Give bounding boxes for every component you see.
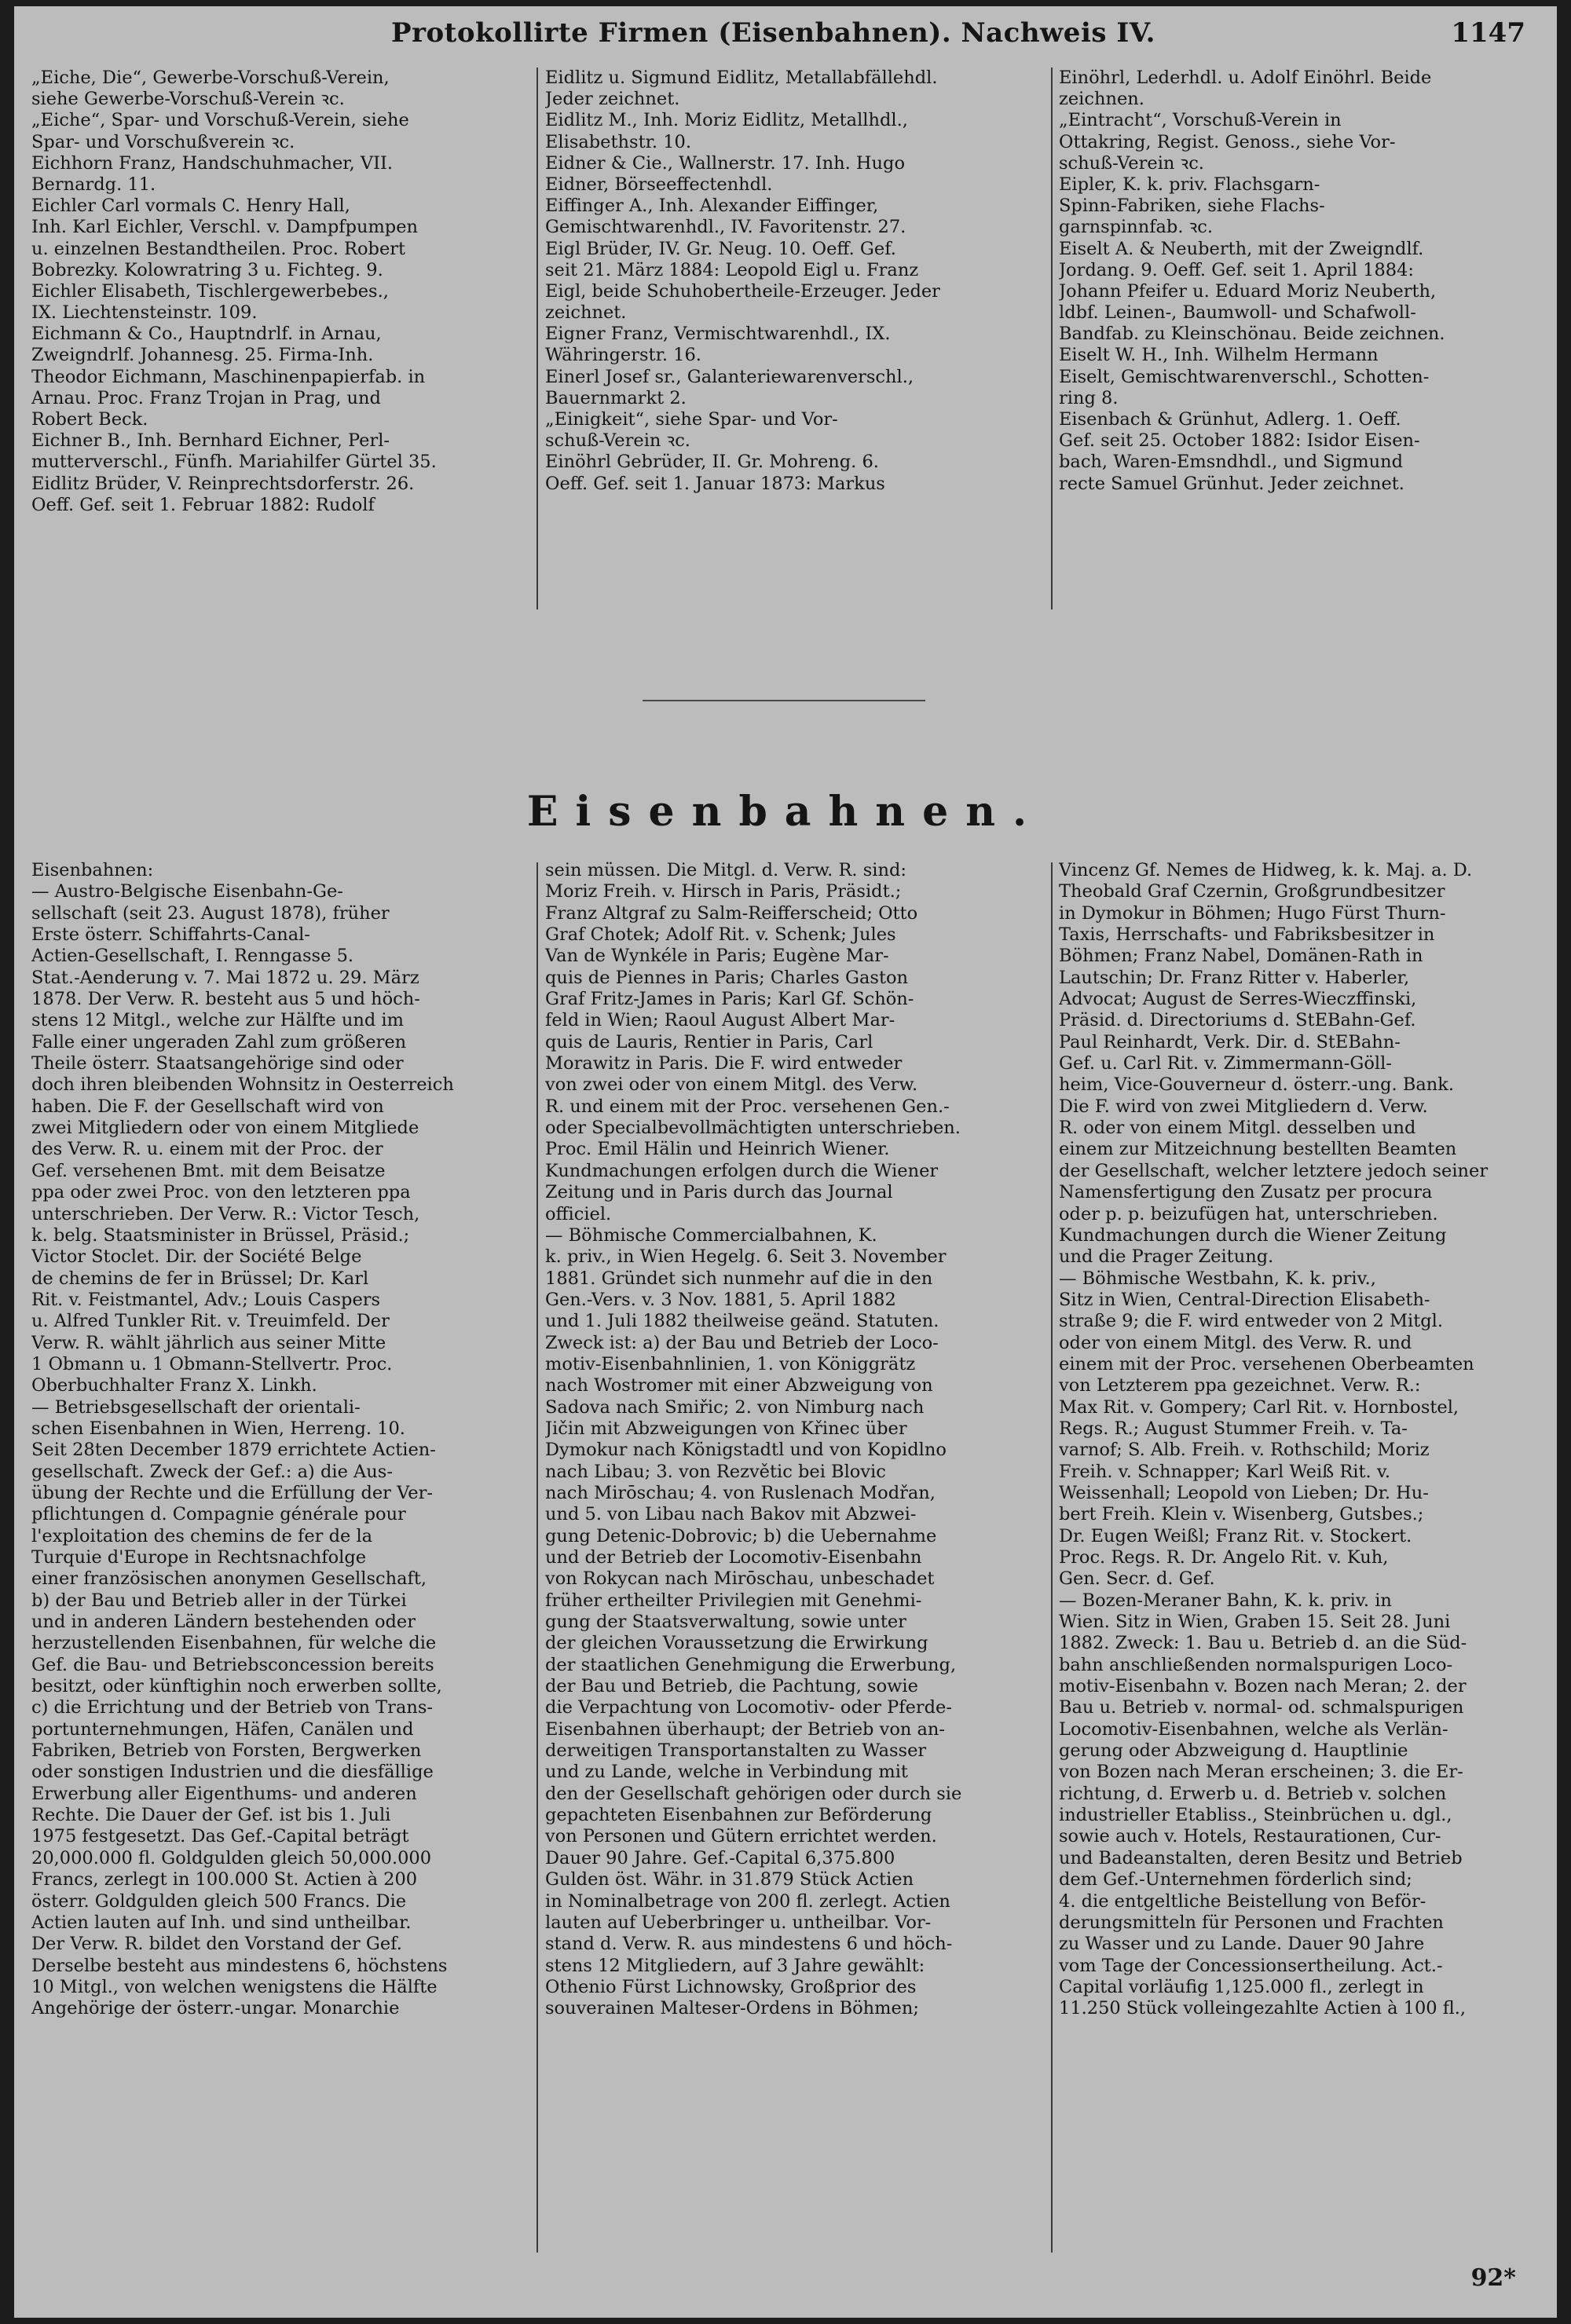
text-line: Freih. v. Schnapper; Karl Weiß Rit. v. [1059, 1461, 1391, 1482]
text-line: Gef. seit 25. October 1882: Isidor Eisen- [1059, 430, 1420, 452]
text-line: — Böhmische Westbahn, K. k. priv., [1059, 1268, 1376, 1289]
text-line: Jičin mit Abzweigungen von Křinec über [545, 1418, 907, 1439]
text-line: Zeitung und in Paris durch das Journal [545, 1182, 893, 1203]
text-line: Lautschin; Dr. Franz Ritter v. Haberler, [1059, 967, 1410, 988]
text-line: und 5. von Libau nach Bakov mit Abzwei- [545, 1504, 917, 1525]
text-line: und zu Lande, welche in Verbindung mit [545, 1762, 908, 1783]
text-line: Rit. v. Feistmantel, Adv.; Louis Caspers [31, 1289, 381, 1310]
text-line: Paul Reinhardt, Verk. Dir. d. StEBahn- [1059, 1031, 1401, 1052]
text-line: gung der Staatsverwaltung, sowie unter [545, 1612, 906, 1633]
text-line: doch ihren bleibenden Wohnsitz in Oesterreich [31, 1074, 454, 1096]
text-line: schuß-Verein ꝛc. [1059, 152, 1204, 174]
text-line: gepachteten Eisenbahnen zur Beförderung [545, 1805, 932, 1826]
text-line: Fabriken, Betrieb von Forsten, Bergwerken [31, 1740, 422, 1762]
text-line: Eichner B., Inh. Bernhard Eichner, Perl- [31, 430, 390, 452]
text-line: oder sonstigen Industrien und die diesfällige [31, 1762, 434, 1783]
text-line: der Bau und Betrieb, die Pachtung, sowie [545, 1676, 918, 1697]
register-column-3 [1059, 68, 1554, 495]
text-line: Proc. Emil Hälin und Heinrich Wiener. [545, 1139, 890, 1160]
text-line: Eigl, beide Schuhobertheile-Erzeuger. Jeder [545, 280, 940, 302]
text-line: recte Samuel Grünhut. Jeder zeichnet. [1059, 473, 1404, 494]
text-line: c) die Errichtung und der Betrieb von Trans- [31, 1697, 433, 1718]
text-line: österr. Goldgulden gleich 500 Francs. Die [31, 1890, 407, 1912]
text-line: — Bozen-Meraner Bahn, K. k. priv. in [1059, 1590, 1392, 1611]
text-line: ring 8. [1059, 387, 1119, 408]
text-line: 1 Obmann u. 1 Obmann-Stellvertr. Proc. [31, 1353, 393, 1374]
text-line: Gemischtwarenhdl., IV. Favoritenstr. 27. [545, 217, 906, 238]
text-line: Jordang. 9. Oeff. Gef. seit 1. April 1884: [1059, 259, 1414, 280]
register-column-2 [545, 68, 1049, 495]
text-line: quis de Piennes in Paris; Charles Gaston [545, 967, 909, 988]
text-line: besitzt, oder künftighin noch erwerben sollte, [31, 1676, 442, 1697]
text-line: „Eiche“, Spar- und Vorschuß-Verein, siehe [31, 110, 409, 131]
text-line: k. priv., in Wien Hegelg. 6. Seit 3. November [545, 1246, 947, 1268]
text-line: sellschaft (seit 23. August 1878), früher [31, 902, 390, 924]
text-line: feld in Wien; Raoul August Albert Mar- [545, 1010, 895, 1031]
text-line: derweitigen Transportanstalten zu Wasser [545, 1740, 927, 1762]
text-line: Kundmachungen erfolgen durch die Wiener [545, 1160, 939, 1181]
text-line: zeichnen. [1059, 89, 1144, 110]
text-line: Erwerbung aller Eigenthums- und anderen [31, 1783, 417, 1804]
text-line: Moriz Freih. v. Hirsch in Paris, Präsidt.; [545, 881, 902, 902]
text-line: früher ertheilter Privilegien mit Genehmi- [545, 1590, 922, 1611]
text-line: Eidlitz Brüder, V. Reinprechtsdorferstr. 26. [31, 473, 415, 494]
column-rule [1051, 68, 1053, 609]
text-line: garnspinnfab. ꝛc. [1059, 217, 1214, 238]
text-line: Bandfab. zu Kleinschönau. Beide zeichnen. [1059, 324, 1445, 345]
text-line: — Austro-Belgische Eisenbahn-Ge- [31, 881, 343, 902]
text-line: Turquie d'Europe in Rechtsnachfolge [31, 1547, 367, 1568]
text-line: Verw. R. wählt jährlich aus seiner Mitte [31, 1332, 386, 1353]
railway-column-3 [1059, 860, 1554, 2020]
text-line: Eiselt W. H., Inh. Wilhelm Hermann [1059, 345, 1379, 366]
text-line: zwei Mitgliedern oder von einem Mitgliede [31, 1118, 419, 1139]
text-line: der Gesellschaft, welcher letztere jedoch seiner [1059, 1160, 1489, 1181]
text-line: Inh. Karl Eichler, Verschl. v. Dampfpumpen [31, 217, 419, 238]
text-line: — Böhmische Commercialbahnen, K. [545, 1224, 877, 1246]
text-line: Actien-Gesellschaft, I. Renngasse 5. [31, 946, 354, 967]
text-line: der staatlichen Genehmigung die Erwerbung, [545, 1654, 957, 1675]
text-line: schen Eisenbahnen in Wien, Herreng. 10. [31, 1418, 405, 1439]
text-line: R. und einem mit der Proc. versehenen Gen.- [545, 1096, 950, 1117]
text-line: Oeff. Gef. seit 1. Februar 1882: Rudolf [31, 494, 375, 515]
text-line: Stat.-Aenderung v. 7. Mai 1872 u. 29. März [31, 967, 419, 988]
text-line: Victor Stoclet. Dir. der Société Belge [31, 1246, 362, 1268]
text-line: „Einigkeit“, siehe Spar- und Vor- [545, 409, 838, 430]
text-line: und der Betrieb der Locomotiv-Eisenbahn [545, 1547, 922, 1568]
text-line: Die F. wird von zwei Mitgliedern d. Verw. [1059, 1096, 1428, 1117]
railway-column-2 [545, 860, 1049, 2020]
text-line: motiv-Eisenbahnlinien, 1. von Königgrätz [545, 1353, 916, 1374]
text-line: bert Freih. Klein v. Wisenberg, Gutsbes.; [1059, 1504, 1424, 1525]
text-line: Oeff. Gef. seit 1. Januar 1873: Markus [545, 473, 885, 494]
text-line: bach, Waren-Emsndhdl., und Sigmund [1059, 452, 1403, 473]
text-line: Eichler Elisabeth, Tischlergewerbebes., [31, 280, 389, 302]
text-line: u. Alfred Tunkler Rit. v. Treuimfeld. Der [31, 1311, 390, 1332]
text-line: zeichnet. [545, 302, 627, 324]
text-line: Elisabethstr. 10. [545, 131, 691, 152]
text-line: Der Verw. R. bildet den Vorstand der Gef. [31, 1934, 402, 1955]
text-line: Gef. die Bau- und Betriebsconcession bereits [31, 1654, 434, 1675]
text-line: Regs. R.; August Stummer Freih. v. Ta- [1059, 1418, 1408, 1439]
text-line: Gef. u. Carl Rit. v. Zimmermann-Göll- [1059, 1053, 1392, 1074]
text-line: Sadova nach Smiřic; 2. von Nimburg nach [545, 1396, 925, 1418]
text-line: Eidner, Börseeffectenhdl. [545, 174, 773, 195]
text-line: gung Detenic-Dobrovic; b) die Uebernahme [545, 1525, 937, 1546]
text-line: 4. die entgeltliche Beistellung von Beför- [1059, 1890, 1426, 1912]
text-line: einer französischen anonymen Gesellschaft, [31, 1568, 427, 1590]
text-line: haben. Die F. der Gesellschaft wird von [31, 1096, 384, 1117]
text-line: Eiselt A. & Neuberth, mit der Zweigndlf. [1059, 238, 1424, 259]
text-line: Einöhrl Gebrüder, II. Gr. Mohreng. 6. [545, 452, 879, 473]
text-line: Arnau. Proc. Franz Trojan in Prag, und [31, 387, 381, 408]
text-line: des Verw. R. u. einem mit der Proc. der [31, 1139, 383, 1160]
text-line: Gen. Secr. d. Gef. [1059, 1568, 1215, 1590]
text-line: stens 12 Mitgliedern, auf 3 Jahre gewählt: [545, 1955, 925, 1976]
text-line: einem zur Mitzeichnung bestellten Beamten [1059, 1139, 1457, 1160]
text-line: Ottakring, Regist. Genoss., siehe Vor- [1059, 131, 1396, 152]
text-line: Van de Wynkéle in Paris; Eugène Mar- [545, 946, 889, 967]
text-line: Franz Altgraf zu Salm-Reifferscheid; Otto [545, 902, 918, 924]
text-line: officiel. [545, 1203, 612, 1224]
text-line: schuß-Verein ꝛc. [545, 430, 690, 452]
text-line: Angehörige der österr.-ungar. Monarchie [31, 1998, 400, 2019]
text-line: sein müssen. Die Mitgl. d. Verw. R. sind: [545, 860, 906, 880]
text-line: den der Gesellschaft gehörigen oder durch sie [545, 1783, 962, 1804]
text-line: Theobald Graf Czernin, Großgrundbesitzer [1059, 881, 1445, 902]
text-line: varnof; S. Alb. Freih. v. Rothschild; Moriz [1059, 1440, 1430, 1461]
text-line: pflichtungen d. Compagnie générale pour [31, 1504, 406, 1525]
text-line: Locomotiv-Eisenbahnen, welche als Verlän- [1059, 1718, 1448, 1740]
text-line: derungsmitteln für Personen und Frachten [1059, 1912, 1444, 1933]
text-line: Sitz in Wien, Central-Direction Elisabeth- [1059, 1289, 1430, 1310]
text-line: u. einzelnen Bestandtheilen. Proc. Robert [31, 238, 406, 259]
text-line: Capital vorläufig 1,125.000 fl., zerlegt in [1059, 1976, 1424, 1997]
text-line: Eidlitz u. Sigmund Eidlitz, Metallabfällehdl. [545, 68, 938, 88]
text-line: Bernardg. 11. [31, 174, 156, 195]
text-line: Bauernmarkt 2. [545, 387, 687, 408]
text-line: Bau u. Betrieb v. normal- od. schmalspurigen [1059, 1697, 1464, 1718]
text-line: ppa oder zwei Proc. von den letzteren ppa [31, 1182, 411, 1203]
running-head: Protokollirte Firmen (Eisenbahnen). Nachweis IV. [391, 17, 1156, 49]
text-line: ldbf. Leinen-, Baumwoll- und Schafwoll- [1059, 302, 1416, 324]
text-line: lauten auf Ueberbringer u. untheilbar. Vor- [545, 1912, 932, 1933]
text-line: Eiffinger A., Inh. Alexander Eiffinger, [545, 196, 879, 217]
text-line: dem Gef.-Unternehmen förderlich sind; [1059, 1869, 1412, 1890]
text-line: Eigner Franz, Vermischtwarenhdl., IX. [545, 324, 891, 345]
text-line: Actien lauten auf Inh. und sind untheilbar. [31, 1912, 412, 1933]
text-line: oder Specialbevollmächtigten unterschrieben. [545, 1118, 961, 1139]
text-line: der gleichen Voraussetzung die Erwirkung [545, 1633, 928, 1654]
book-page [14, 6, 1557, 2318]
text-line: IX. Liechtensteinstr. 109. [31, 302, 258, 324]
text-line: oder von einem Mitgl. des Verw. R. und [1059, 1332, 1412, 1353]
text-line: Othenio Fürst Lichnowsky, Großprior des [545, 1976, 917, 1997]
text-line: Eisenbahnen überhaupt; der Betrieb von an- [545, 1718, 946, 1740]
text-line: und Badeanstalten, deren Besitz und Betrieb [1059, 1847, 1463, 1868]
text-line: Derselbe besteht aus mindestens 6, höchstens [31, 1955, 448, 1976]
text-line: Theile österr. Staatsangehörige sind oder [31, 1053, 404, 1074]
text-line: Spinn-Fabriken, siehe Flachs- [1059, 196, 1325, 217]
text-line: Währingerstr. 16. [545, 345, 701, 366]
text-line: Einerl Josef sr., Galanteriewarenverschl., [545, 366, 914, 387]
text-line: in Dymokur in Böhmen; Hugo Fürst Thurn- [1059, 902, 1446, 924]
text-line: einem mit der Proc. versehenen Oberbeamten [1059, 1353, 1474, 1374]
text-line: richtung, d. Erwerb u. d. Betrieb v. solchen [1059, 1783, 1447, 1804]
text-line: 20,000.000 fl. Goldgulden gleich 50,000.000 [31, 1847, 432, 1868]
text-line: nach Wostromer mit einer Abzweigung von [545, 1375, 933, 1396]
text-line: Falle einer ungeraden Zahl zum größeren [31, 1031, 407, 1052]
text-line: straße 9; die F. wird entweder von 2 Mitgl. [1059, 1311, 1443, 1332]
text-line: Eigl Brüder, IV. Gr. Neug. 10. Oeff. Gef. [545, 238, 896, 259]
text-line: b) der Bau und Betrieb aller in der Türkei [31, 1590, 407, 1611]
text-line: nach Libau; 3. von Rezvětic bei Blovic [545, 1461, 886, 1482]
text-line: stand d. Verw. R. aus mindestens 6 und höch- [545, 1934, 953, 1955]
text-line: Eichmann & Co., Hauptndrlf. in Arnau, [31, 324, 382, 345]
text-line: Eichler Carl vormals C. Henry Hall, [31, 196, 350, 217]
text-line: Johann Pfeifer u. Eduard Moriz Neuberth, [1059, 280, 1437, 302]
text-line: Proc. Regs. R. Dr. Angelo Rit. v. Kuh, [1059, 1547, 1389, 1568]
text-line: oder p. p. beizufügen hat, unterschrieben. [1059, 1203, 1438, 1224]
text-line: von Letzterem ppa gezeichnet. Verw. R.: [1059, 1375, 1421, 1396]
text-line: heim, Vice-Gouverneur d. österr.-ung. Bank. [1059, 1074, 1455, 1096]
text-line: Zweigndrlf. Johannesg. 25. Firma-Inh. [31, 345, 374, 366]
text-line: Dr. Eugen Weißl; Franz Rit. v. Stockert. [1059, 1525, 1412, 1546]
text-line: Spar- und Vorschußverein ꝛc. [31, 131, 295, 152]
text-line: 1878. Der Verw. R. besteht aus 5 und höch- [31, 989, 420, 1010]
text-line: Erste österr. Schiffahrts-Canal- [31, 924, 310, 946]
text-line: Weissenhall; Leopold von Lieben; Dr. Hu- [1059, 1482, 1429, 1503]
text-line: Einöhrl, Lederhdl. u. Adolf Einöhrl. Beide [1059, 68, 1432, 88]
text-line: Böhmen; Franz Nabel, Domänen-Rath in [1059, 946, 1423, 967]
text-line: gesellschaft. Zweck der Gef.: a) die Aus- [31, 1461, 393, 1482]
railway-column-1 [31, 860, 534, 2020]
section-title: Eisenbahnen. [526, 788, 1045, 836]
text-line: die Verpachtung von Locomotiv- oder Pferde- [545, 1697, 952, 1718]
text-line: Kundmachungen durch die Wiener Zeitung [1059, 1224, 1447, 1246]
text-line: Präsid. d. Directoriums d. StEBahn-Gef. [1059, 1010, 1416, 1031]
text-line: Gulden öst. Währ. in 31.879 Stück Actien [545, 1869, 914, 1890]
text-line: unterschrieben. Der Verw. R.: Victor Tesch, [31, 1203, 420, 1224]
text-line: Jeder zeichnet. [545, 89, 680, 110]
text-line: und 1. Juli 1882 theilweise geänd. Statuten. [545, 1311, 939, 1332]
text-line: — Betriebsgesellschaft der orientali- [31, 1396, 361, 1418]
text-line: Eidner & Cie., Wallnerstr. 17. Inh. Hugo [545, 152, 905, 174]
text-line: Dauer 90 Jahre. Gef.-Capital 6,375.800 [545, 1847, 895, 1868]
text-line: herzustellenden Eisenbahnen, für welche die [31, 1633, 437, 1654]
text-line: siehe Gewerbe-Vorschuß-Verein ꝛc. [31, 89, 345, 110]
text-line: „Eiche, Die“, Gewerbe-Vorschuß-Verein, [31, 68, 390, 88]
text-line: Eiselt, Gemischtwarenverschl., Schotten- [1059, 366, 1430, 387]
text-line: portunternehmungen, Häfen, Canälen und [31, 1718, 414, 1740]
text-line: Advocat; August de Serres-Wieczffinski, [1059, 989, 1417, 1010]
column-rule [1051, 862, 1053, 2253]
text-line: Vincenz Gf. Nemes de Hidweg, k. k. Maj. a. D. [1059, 860, 1473, 880]
text-line: Gef. versehenen Bmt. mit dem Beisatze [31, 1160, 386, 1181]
text-line: in Nominalbetrage von 200 fl. zerlegt. Actien [545, 1890, 950, 1912]
register-column-1 [31, 68, 534, 516]
text-line: stens 12 Mitgl., welche zur Hälfte und im [31, 1010, 404, 1031]
text-line: quis de Lauris, Rentier in Paris, Carl [545, 1031, 873, 1052]
text-line: Wien. Sitz in Wien, Graben 15. Seit 28. Juni [1059, 1612, 1451, 1633]
text-line: seit 21. März 1884: Leopold Eigl u. Franz [545, 259, 919, 280]
text-line: und die Prager Zeitung. [1059, 1246, 1274, 1268]
text-line: 10 Mitgl., von welchen wenigstens die Hälfte [31, 1976, 438, 1997]
text-line: 1975 festgesetzt. Das Gef.-Capital beträgt [31, 1826, 409, 1847]
text-line: „Eintracht“, Vorschuß-Verein in [1059, 110, 1342, 131]
text-line: vom Tage der Concessionsertheilung. Act.- [1059, 1955, 1443, 1976]
text-line: Gen.-Vers. v. 3 Nov. 1881, 5. April 1882 [545, 1289, 896, 1310]
text-line: Taxis, Herrschafts- und Fabriksbesitzer in [1059, 924, 1435, 946]
text-line: von zwei oder von einem Mitgl. des Verw. [545, 1074, 918, 1096]
column-rule [536, 68, 538, 609]
text-line: Rechte. Die Dauer der Gef. ist bis 1. Juli [31, 1805, 391, 1826]
text-line: Eisenbach & Grünhut, Adlerg. 1. Oeff. [1059, 409, 1401, 430]
signature-mark: 92* [1470, 2264, 1516, 2292]
text-line: Bobrezky. Kolowratring 3 u. Fichteg. 9. [31, 259, 383, 280]
text-line: Graf Fritz-James in Paris; Karl Gf. Schön- [545, 989, 914, 1010]
text-line: Namensfertigung den Zusatz per procura [1059, 1182, 1433, 1203]
text-line: Oberbuchhalter Franz X. Linkh. [31, 1375, 317, 1396]
text-line: l'exploitation des chemins de fer de la [31, 1525, 373, 1546]
text-line: sowie auch v. Hotels, Restaurationen, Cur- [1059, 1826, 1441, 1847]
section-divider [643, 700, 925, 701]
text-line: von Rokycan nach Mirōschau, unbeschadet [545, 1568, 935, 1590]
text-line: zu Wasser und zu Lande. Dauer 90 Jahre [1059, 1934, 1425, 1955]
text-line: Zweck ist: a) der Bau und Betrieb der Loco- [545, 1332, 939, 1353]
text-line: Eichhorn Franz, Handschuhmacher, VII. [31, 152, 394, 174]
text-line: Theodor Eichmann, Maschinenpapierfab. in [31, 366, 426, 387]
text-line: R. oder von einem Mitgl. desselben und [1059, 1118, 1416, 1139]
text-line: nach Mirōschau; 4. von Ruslenach Modřan, [545, 1482, 936, 1503]
text-line: und in anderen Ländern bestehenden oder [31, 1612, 416, 1633]
text-line: motiv-Eisenbahn v. Bozen nach Meran; 2. der [1059, 1676, 1467, 1697]
text-line: 11.250 Stück volleingezahlte Actien à 100 fl., [1059, 1998, 1467, 2019]
text-line: Dymokur nach Königstadtl und von Kopidlno [545, 1440, 947, 1461]
text-line: 1881. Gründet sich nunmehr auf die in den [545, 1268, 933, 1289]
text-line: Max Rit. v. Gompery; Carl Rit. v. Hornbostel, [1059, 1396, 1459, 1418]
text-line: Seit 28ten December 1879 errichtete Actien- [31, 1440, 436, 1461]
text-line: Graf Chotek; Adolf Rit. v. Schenk; Jules [545, 924, 896, 946]
text-line: mutterverschl., Fünfh. Mariahilfer Gürtel 35. [31, 452, 437, 473]
text-line: k. belg. Staatsminister in Brüssel, Präsid.; [31, 1224, 410, 1246]
text-line: bahn anschließenden normalspurigen Loco- [1059, 1654, 1453, 1675]
text-line: Eisenbahnen: [31, 860, 154, 880]
text-line: Francs, zerlegt in 100.000 St. Actien à 200 [31, 1869, 418, 1890]
text-line: übung der Rechte und die Erfüllung der Ver- [31, 1482, 433, 1503]
page-number: 1147 [1451, 17, 1525, 49]
text-line: de chemins de fer in Brüssel; Dr. Karl [31, 1268, 369, 1289]
text-line: gerung oder Abzweigung d. Hauptlinie [1059, 1740, 1408, 1762]
column-rule [536, 862, 538, 2253]
text-line: souverainen Malteser-Ordens in Böhmen; [545, 1998, 919, 2019]
text-line: Robert Beck. [31, 409, 148, 430]
text-line: von Personen und Gütern errichtet werden. [545, 1826, 937, 1847]
text-line: 1882. Zweck: 1. Bau u. Betrieb d. an die Süd- [1059, 1633, 1467, 1654]
text-line: Eidlitz M., Inh. Moriz Eidlitz, Metallhdl., [545, 110, 908, 131]
text-line: Morawitz in Paris. Die F. wird entweder [545, 1053, 903, 1074]
text-line: industrieller Etabliss., Steinbrüchen u. dgl., [1059, 1805, 1452, 1826]
text-line: Eipler, K. k. priv. Flachsgarn- [1059, 174, 1320, 195]
text-line: von Bozen nach Meran erscheinen; 3. die Er- [1059, 1762, 1463, 1783]
